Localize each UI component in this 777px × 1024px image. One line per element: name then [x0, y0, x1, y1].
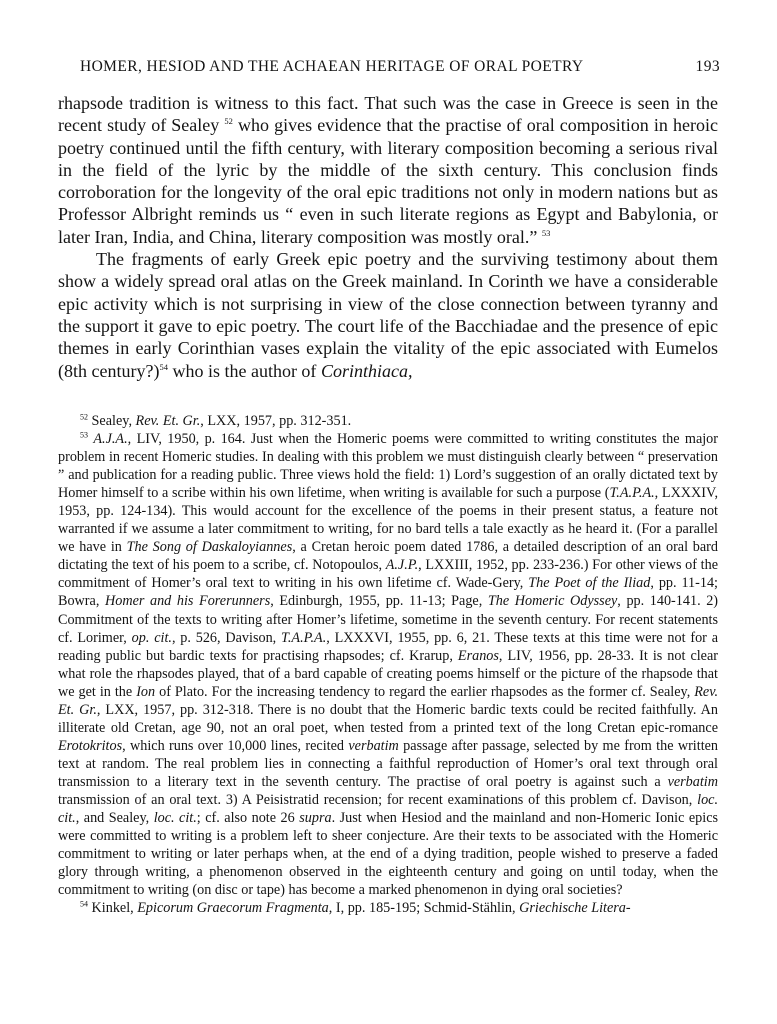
text-run: ; cf. also note 26 [196, 810, 295, 827]
footnote-mark: 53 [80, 430, 88, 440]
italic-text: Eranos [457, 647, 499, 664]
text-run: transmission of an oral text. 3) A Peisistratid recension; for recent examinations of this problem cf. Davison, [58, 791, 693, 808]
footnote-54 [58, 899, 718, 917]
italic-text: Griechische Litera- [519, 900, 631, 917]
running-title: HOMER, HESIOD AND THE ACHAEAN HERITAGE OF ORAL POETRY [80, 58, 584, 75]
italic-text: Rev. Et. Gr. [135, 413, 201, 429]
text-run: , LXXIII, 1952, pp. 233-236.) For other views of the commitment of Homer’s oral text to writing in his own lifetime cf. Wade-Gery, [58, 557, 719, 592]
italic-text: supra [299, 810, 332, 827]
text-run: , LIV, 1950, p. 164. Just when the Homeric poems were committed to writing constitutes the major problem in recent Homeric studies. In dealing with this problem we must distinguish clearly between “ preservation ” and publication for a reading public. Three views hold the field: 1) Lord’s suggestion of an orally dictated text by Homer himself to a scribe within his own lifetime, when writing is available for such a purpose ( [58, 431, 719, 502]
italic-text: The Song of Daskaloyiannes [126, 539, 293, 556]
paragraph-1 [58, 92, 718, 248]
text-run: , and Sealey, [75, 810, 150, 827]
footnote-ref-54: 54 [159, 361, 168, 372]
footnote-mark: 52 [80, 412, 88, 422]
italic-text: verbatim [667, 773, 718, 790]
footnote-ref-53: 53 [541, 227, 551, 238]
italic-text: The Homeric Odyssey [487, 593, 618, 610]
text-run: , which runs over 10,000 lines, recited [122, 737, 345, 754]
italic-text: The Poet of the Iliad [528, 575, 651, 592]
italic-text: Rev. Et. Gr. [58, 683, 718, 718]
footnotes [58, 412, 718, 917]
italic-text: Ion [136, 683, 156, 700]
text-run: , pp. 11-14; Bowra, [58, 575, 718, 610]
footnote-ref-52: 52 [224, 116, 233, 127]
text-run: , LIV, 1956, pp. 28-33. It is not clear what role the rhapsodes played, that of a bard capable of creating poems himself or the picture of the rhapsode that we get in the [58, 647, 718, 700]
italic-text: op. cit. [131, 629, 172, 646]
text-run: , a Cretan heroic poem dated 1786, a detailed description of an oral bard dictating the text of his poem to a scribe, cf. Notopoulos, [58, 539, 718, 574]
text-run: , LXX, 1957, pp. 312-351. [200, 413, 352, 429]
italic-text: A.J.A. [93, 431, 128, 448]
italic-text: T.A.P.A. [609, 485, 655, 502]
text-run: of Plato. For the increasing tendency to regard the earlier rhapsodes as the former cf. Sealey, [159, 683, 691, 700]
italic-text: Homer and his Forerunners [104, 593, 271, 610]
footnote-mark: 54 [80, 899, 88, 909]
text-run: who is the author of [172, 360, 317, 381]
text-run: passage after passage, selected by me from the written text at random. The real problem lies in connecting a faithful reproduction of Homer’s oral text through oral transmission to a literary text in the seventh century. The practise of oral poetry is against such a [58, 737, 719, 790]
text-run: Kinkel, [91, 900, 134, 917]
paragraph-2 [58, 248, 718, 382]
italic-text: T.A.P.A. [281, 629, 327, 646]
text-run: who gives evidence that the practise of oral composition in heroic poetry continued until the fifth century, with literary composition becoming a serious rival in the field of the lyric by the middle of the sixth century. This conclusion finds corroboration for the longevity of the oral epic traditions not only in modern nations but as Professor Albright reminds us “ even in such literate regions as Egypt and Babylonia, or later Iran, India, and China, literary composition was mostly oral.” [58, 115, 719, 247]
text-run: , p. 526, Davison, [171, 629, 277, 646]
italic-title: Corinthiaca, [320, 360, 413, 381]
italic-text: verbatim [348, 737, 399, 754]
text-run: , Edinburgh, 1955, pp. 11-13; Page, [270, 593, 483, 610]
text-run: , I, pp. 185-195; Schmid-Stählin, [328, 900, 516, 917]
text-run: , LXXXIV, 1953, pp. 124-134). This would account for the excellence of the poems in their present status, a feature not warranted if we assume a later commitment to writing, for no bard tells a tale exactly as he heard it. (For a parallel we have in [58, 485, 718, 556]
italic-text: Epicorum Graecorum Fragmenta [137, 900, 329, 917]
italic-text: loc. cit. [153, 810, 197, 827]
text-run: Sealey, [91, 413, 132, 429]
text-run: rhapsode tradition is witness to this fact. That such was the case in Greece is seen in the recent study of Sealey [58, 93, 718, 136]
main-text [58, 92, 718, 382]
footnote-53 [58, 430, 718, 899]
text-run: . Just when Hesiod and the mainland and non-Homeric Ionic epics were committed to writing is a problem left to sheer conjecture. Are their texts to be associated with the Homeric commitment to writing or later perhaps when, at the end of a dying tradition, people wished to preserve a faded glory through writing, a phenomenon observed in the eighteenth century and going on until today, when the commitment to writing (on disc or tape) has become a marked phenomenon in dying oral societies? [58, 810, 719, 899]
text-run: , LXX, 1957, pp. 312-318. There is no doubt that the Homeric bardic texts could be recited faithfully. An illiterate old Cretan, age 90, not an oral poet, when tested from a printed text of the long Cretan epic-romance [58, 701, 718, 736]
text-run: , LXXXVI, 1955, pp. 6, 21. These texts at this time were not for a reading public but bardic texts for practising rhapsodes; cf. Krarup, [58, 629, 719, 664]
italic-text: Erotokritos [58, 737, 123, 754]
footnote-52 [58, 412, 718, 430]
italic-text: loc. cit. [58, 791, 719, 827]
page-number: 193 [695, 58, 720, 75]
text-run: The fragments of early Greek epic poetry and the surviving testimony about them show a widely spread oral atlas on the Greek mainland. In Corinth we have a considerable epic activity which is not surprising in view of the close connection between tyranny and the support it gave to epic poetry. The court life of the Bacchiadae and the presence of epic themes in early Corinthian vases explain the vitality of the epic associated with Eumelos (8th century?) [58, 249, 718, 381]
text-run: , pp. 140-141. 2) Commitment of the texts to writing after Homer’s lifetime, sometime in the seventh century. For recent statements cf. Lorimer, [58, 593, 719, 646]
italic-text: A.J.P. [385, 557, 419, 574]
